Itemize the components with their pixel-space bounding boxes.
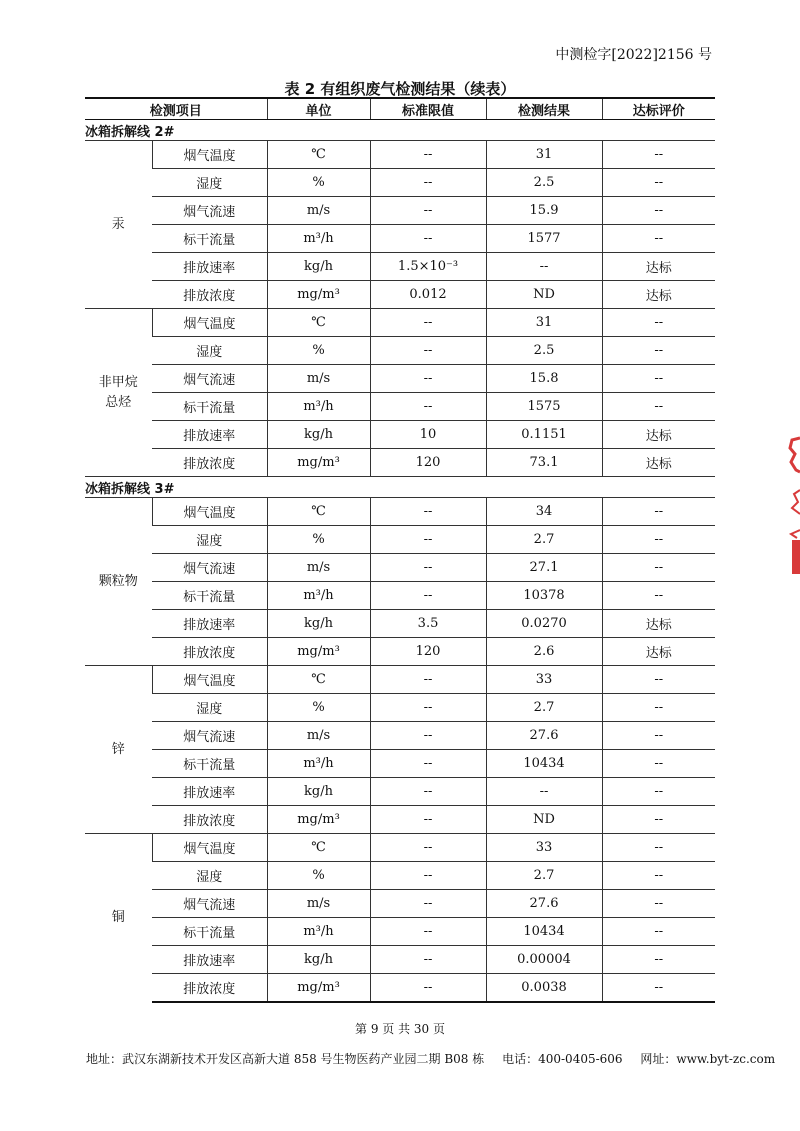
result-cell: 0.0038 (486, 974, 602, 1003)
limit-cell: -- (370, 666, 486, 694)
table-row (85, 169, 715, 197)
unit-cell: ℃ (267, 141, 370, 169)
table-row (85, 974, 715, 1003)
result-cell: 2.5 (486, 337, 602, 365)
unit-cell: mg/m³ (267, 281, 370, 309)
page-number: 第 9 页 共 30 页 (355, 1022, 445, 1036)
results-table (85, 97, 715, 1003)
evaluation-cell: -- (602, 365, 715, 393)
limit-cell: -- (370, 141, 486, 169)
table-row (85, 225, 715, 253)
result-cell: 0.00004 (486, 946, 602, 974)
result-cell: 0.1151 (486, 421, 602, 449)
limit-cell: -- (370, 862, 486, 890)
limit-cell: 120 (370, 638, 486, 666)
parameter-cell: 烟气流速 (152, 197, 267, 225)
limit-cell: -- (370, 806, 486, 834)
limit-cell: -- (370, 554, 486, 582)
table-row (85, 806, 715, 834)
evaluation-cell: -- (602, 337, 715, 365)
result-cell: 31 (486, 141, 602, 169)
limit-cell: -- (370, 890, 486, 918)
parameter-cell: 湿度 (152, 694, 267, 722)
evaluation-cell: -- (602, 834, 715, 862)
table-row (85, 554, 715, 582)
unit-cell: m³/h (267, 582, 370, 610)
evaluation-cell: -- (602, 918, 715, 946)
table-row (85, 526, 715, 554)
parameter-cell: 排放浓度 (152, 281, 267, 309)
evaluation-cell: -- (602, 666, 715, 694)
unit-cell: m/s (267, 890, 370, 918)
table-row (85, 197, 715, 225)
unit-cell: m³/h (267, 918, 370, 946)
unit-cell: m³/h (267, 750, 370, 778)
unit-cell: m/s (267, 197, 370, 225)
parameter-cell: 烟气温度 (152, 666, 267, 694)
evaluation-cell: 达标 (602, 281, 715, 309)
footer-website: 网址：www.byt-zc.com (640, 1052, 776, 1066)
limit-cell: -- (370, 918, 486, 946)
result-cell: 34 (486, 498, 602, 526)
unit-cell: ℃ (267, 498, 370, 526)
table-row (85, 337, 715, 365)
table-row (85, 666, 715, 694)
result-cell: 10378 (486, 582, 602, 610)
evaluation-cell: -- (602, 806, 715, 834)
parameter-cell: 烟气温度 (152, 309, 267, 337)
table-row (85, 253, 715, 281)
parameter-cell: 湿度 (152, 862, 267, 890)
result-cell: 2.6 (486, 638, 602, 666)
parameter-cell: 排放浓度 (152, 974, 267, 1003)
table-row (85, 281, 715, 309)
unit-cell: m/s (267, 722, 370, 750)
result-cell: 27.6 (486, 890, 602, 918)
evaluation-cell: -- (602, 498, 715, 526)
parameter-cell: 排放速率 (152, 778, 267, 806)
evaluation-cell: -- (602, 974, 715, 1003)
evaluation-cell: -- (602, 722, 715, 750)
unit-cell: m³/h (267, 393, 370, 421)
table-row (85, 722, 715, 750)
table-row (85, 750, 715, 778)
unit-cell: kg/h (267, 421, 370, 449)
parameter-cell: 烟气流速 (152, 365, 267, 393)
result-cell: 10434 (486, 918, 602, 946)
result-cell: 2.7 (486, 862, 602, 890)
section-label: 冰箱拆解线 3# (85, 477, 715, 498)
limit-cell: -- (370, 365, 486, 393)
unit-cell: kg/h (267, 946, 370, 974)
limit-cell: -- (370, 946, 486, 974)
limit-cell: -- (370, 526, 486, 554)
table-row (85, 309, 715, 337)
unit-cell: kg/h (267, 253, 370, 281)
limit-cell: -- (370, 694, 486, 722)
unit-cell: m/s (267, 365, 370, 393)
table-row (85, 918, 715, 946)
limit-cell: 1.5×10⁻³ (370, 253, 486, 281)
pollutant-name: 颗粒物 (85, 498, 152, 666)
parameter-cell: 排放速率 (152, 946, 267, 974)
result-cell: 33 (486, 834, 602, 862)
document-number: 中测检字[2022]2156 号 (555, 47, 712, 63)
evaluation-cell: -- (602, 946, 715, 974)
evaluation-cell: -- (602, 141, 715, 169)
table-row (85, 449, 715, 477)
parameter-cell: 标干流量 (152, 750, 267, 778)
parameter-cell: 烟气流速 (152, 722, 267, 750)
table-title: 表 2 有组织废气检测结果（续表） (284, 80, 516, 98)
unit-cell: mg/m³ (267, 974, 370, 1003)
result-cell: 27.6 (486, 722, 602, 750)
limit-cell: -- (370, 197, 486, 225)
table-row (85, 610, 715, 638)
table-row (85, 498, 715, 526)
result-cell: 31 (486, 309, 602, 337)
result-cell: 10434 (486, 750, 602, 778)
parameter-cell: 标干流量 (152, 393, 267, 421)
table-row (85, 365, 715, 393)
result-cell: ND (486, 806, 602, 834)
footer-phone: 电话：400-0405-606 (502, 1052, 623, 1066)
result-cell: 27.1 (486, 554, 602, 582)
limit-cell: -- (370, 750, 486, 778)
evaluation-cell: 达标 (602, 421, 715, 449)
section-row (85, 477, 715, 498)
parameter-cell: 烟气温度 (152, 834, 267, 862)
limit-cell: 0.012 (370, 281, 486, 309)
table-row (85, 638, 715, 666)
unit-cell: mg/m³ (267, 806, 370, 834)
parameter-cell: 烟气温度 (152, 498, 267, 526)
section-label: 冰箱拆解线 2# (85, 120, 715, 141)
limit-cell: -- (370, 582, 486, 610)
evaluation-cell: -- (602, 309, 715, 337)
pollutant-name: 铜 (85, 834, 152, 1003)
evaluation-cell: -- (602, 526, 715, 554)
limit-cell: 120 (370, 449, 486, 477)
parameter-cell: 排放浓度 (152, 449, 267, 477)
footer (86, 1050, 776, 1067)
seal-stamp-fragment (786, 430, 800, 580)
limit-cell: 10 (370, 421, 486, 449)
parameter-cell: 烟气温度 (152, 141, 267, 169)
parameter-cell: 排放速率 (152, 610, 267, 638)
result-cell: 1575 (486, 393, 602, 421)
unit-cell: ℃ (267, 834, 370, 862)
parameter-cell: 标干流量 (152, 582, 267, 610)
unit-cell: % (267, 169, 370, 197)
result-cell: -- (486, 778, 602, 806)
result-cell: 2.7 (486, 694, 602, 722)
table-row (85, 834, 715, 862)
unit-cell: m³/h (267, 225, 370, 253)
table-body (85, 120, 715, 1003)
limit-cell: -- (370, 225, 486, 253)
parameter-cell: 烟气流速 (152, 554, 267, 582)
limit-cell: -- (370, 722, 486, 750)
evaluation-cell: 达标 (602, 610, 715, 638)
table-row (85, 862, 715, 890)
result-cell: -- (486, 253, 602, 281)
evaluation-cell: -- (602, 750, 715, 778)
result-cell: 0.0270 (486, 610, 602, 638)
parameter-cell: 排放速率 (152, 421, 267, 449)
unit-cell: ℃ (267, 666, 370, 694)
column-header: 单位 (267, 98, 370, 120)
table-row (85, 582, 715, 610)
unit-cell: ℃ (267, 309, 370, 337)
evaluation-cell: 达标 (602, 638, 715, 666)
unit-cell: % (267, 337, 370, 365)
pollutant-name: 非甲烷 总烃 (85, 309, 152, 477)
column-header: 检测项目 (85, 98, 267, 120)
evaluation-cell: -- (602, 778, 715, 806)
table-row (85, 778, 715, 806)
parameter-cell: 排放浓度 (152, 638, 267, 666)
parameter-cell: 标干流量 (152, 918, 267, 946)
section-row (85, 120, 715, 141)
table-row (85, 946, 715, 974)
parameter-cell: 标干流量 (152, 225, 267, 253)
limit-cell: -- (370, 337, 486, 365)
limit-cell: 3.5 (370, 610, 486, 638)
pollutant-name: 锌 (85, 666, 152, 834)
limit-cell: -- (370, 498, 486, 526)
unit-cell: % (267, 526, 370, 554)
limit-cell: -- (370, 169, 486, 197)
evaluation-cell: -- (602, 225, 715, 253)
limit-cell: -- (370, 309, 486, 337)
unit-cell: % (267, 862, 370, 890)
result-cell: ND (486, 281, 602, 309)
evaluation-cell: -- (602, 197, 715, 225)
footer-address: 地址：武汉东湖新技术开发区高新大道 858 号生物医药产业园二期 B08 栋 (86, 1052, 485, 1066)
result-cell: 2.7 (486, 526, 602, 554)
result-cell: 73.1 (486, 449, 602, 477)
parameter-cell: 湿度 (152, 169, 267, 197)
parameter-cell: 排放浓度 (152, 806, 267, 834)
evaluation-cell: -- (602, 890, 715, 918)
result-cell: 1577 (486, 225, 602, 253)
result-cell: 15.8 (486, 365, 602, 393)
parameter-cell: 排放速率 (152, 253, 267, 281)
limit-cell: -- (370, 393, 486, 421)
evaluation-cell: 达标 (602, 253, 715, 281)
table-row (85, 890, 715, 918)
parameter-cell: 湿度 (152, 526, 267, 554)
table-row (85, 421, 715, 449)
limit-cell: -- (370, 834, 486, 862)
result-cell: 33 (486, 666, 602, 694)
evaluation-cell: -- (602, 582, 715, 610)
result-cell: 2.5 (486, 169, 602, 197)
table-row (85, 141, 715, 169)
evaluation-cell: 达标 (602, 449, 715, 477)
column-header: 标准限值 (370, 98, 486, 120)
table-row (85, 694, 715, 722)
unit-cell: kg/h (267, 778, 370, 806)
unit-cell: m/s (267, 554, 370, 582)
unit-cell: mg/m³ (267, 638, 370, 666)
unit-cell: mg/m³ (267, 449, 370, 477)
evaluation-cell: -- (602, 169, 715, 197)
column-header: 检测结果 (486, 98, 602, 120)
unit-cell: kg/h (267, 610, 370, 638)
parameter-cell: 湿度 (152, 337, 267, 365)
evaluation-cell: -- (602, 862, 715, 890)
result-cell: 15.9 (486, 197, 602, 225)
table-row (85, 393, 715, 421)
table-header-row (85, 98, 715, 120)
pollutant-name: 汞 (85, 141, 152, 309)
evaluation-cell: -- (602, 694, 715, 722)
column-header: 达标评价 (602, 98, 715, 120)
limit-cell: -- (370, 974, 486, 1003)
parameter-cell: 烟气流速 (152, 890, 267, 918)
unit-cell: % (267, 694, 370, 722)
limit-cell: -- (370, 778, 486, 806)
evaluation-cell: -- (602, 554, 715, 582)
evaluation-cell: -- (602, 393, 715, 421)
